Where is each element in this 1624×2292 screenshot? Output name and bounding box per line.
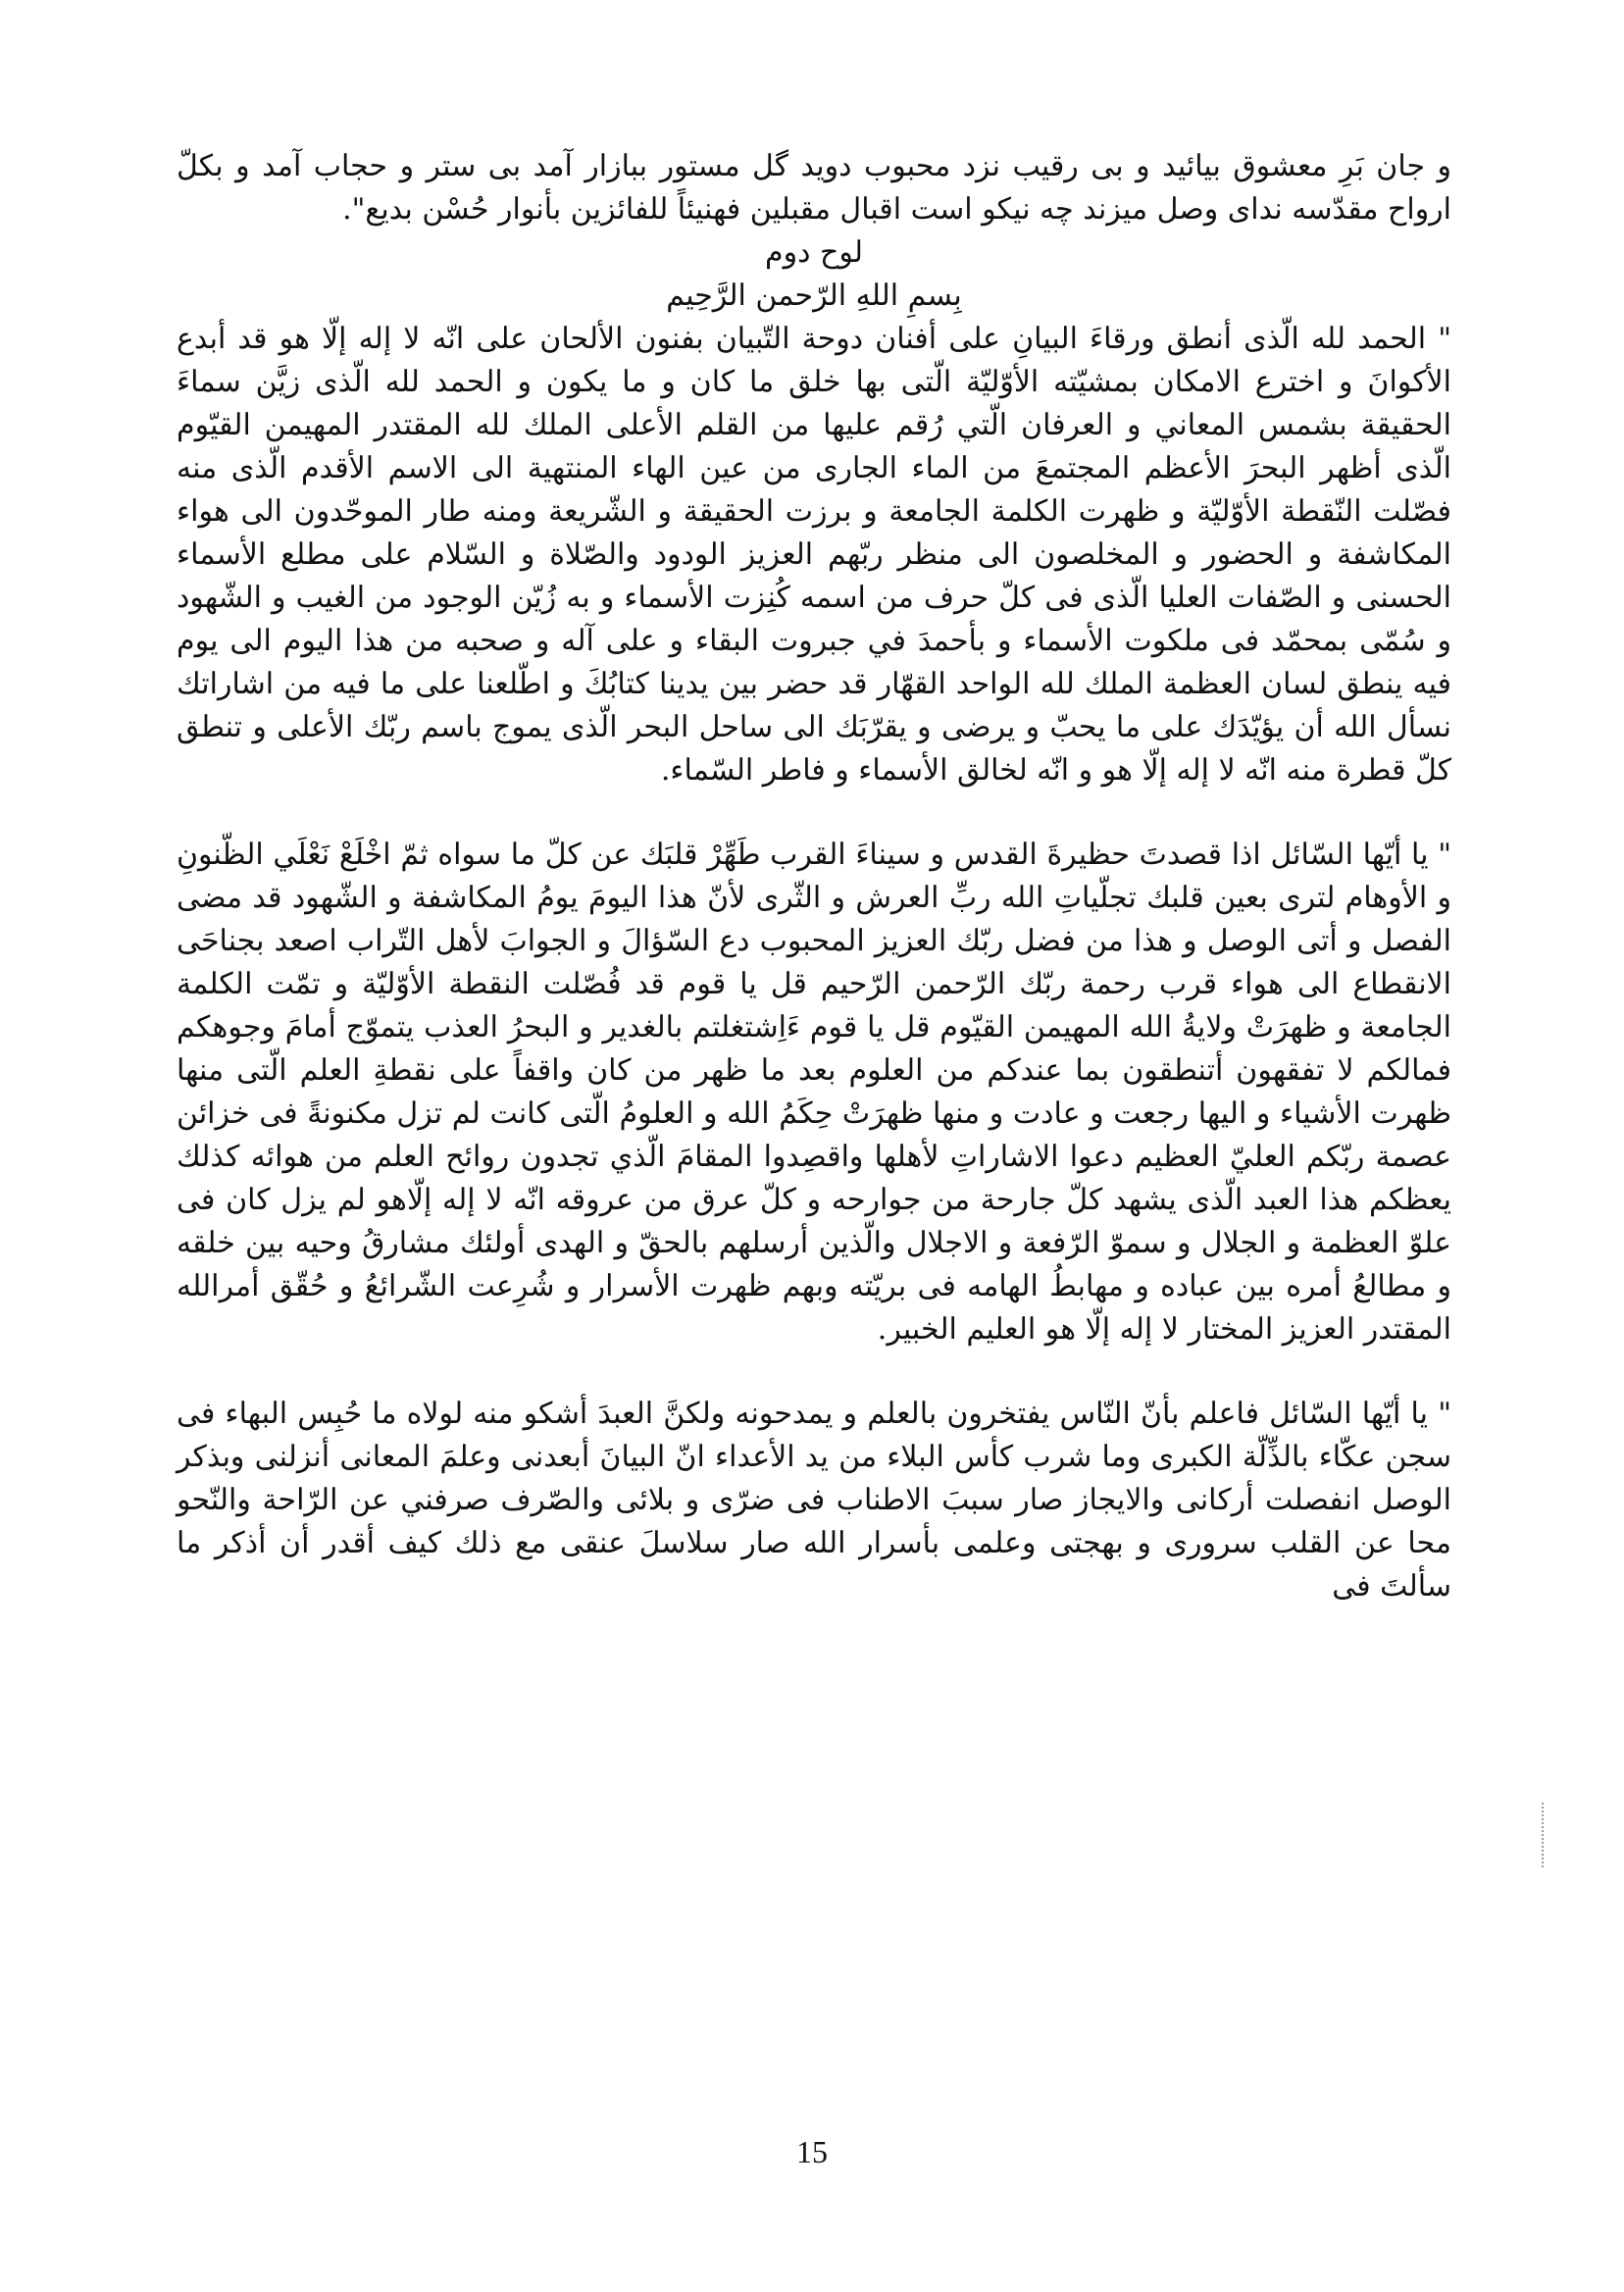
page-body bbox=[177, 145, 1451, 1608]
page-number: 15 bbox=[796, 2134, 828, 2169]
intro-paragraph: و جان بَرِ معشوق بيائيد و بی رقيب نزد محبوب دويد گل مستور ببازار آمد بی ستر و حجاب آمد و بکلّ ارواح مقدّسه ندای وصل ميزند چه نيکو است اقبال مقبلين فهنيئاً للفائزين بأنوار حُسْن بديع". bbox=[177, 149, 1451, 227]
margin-scan-mark bbox=[1542, 1803, 1547, 1867]
paragraph-praise: " الحمد لله الّذی أنطق ورقاءَ البيانِ علی أفنان دوحة التّبيان بفنون الألحان علی انّه لا إله إلّا هو قد أبدع الأكوانَ و اخترع الامكان بمشيّته الأوّليّة الّتی بها خلق ما كان و ما يكون و الحمد لله الّذی زيَّن سماءَ الحقيقة بشمس المعاني و العرفان الّتي رُقم عليها من القلم الأعلی الملك لله المقتدر المهيمن القيّوم الّذی أظهر البحرَ الأعظم المجتمعَ من الماء الجاری من عين الهاء المنتهية الی الاسم الأقدم الّذی منه فصّلت النّقطة الأوّليّة و ظهرت الكلمة الجامعة و برزت الحقيقة و الشّريعة ومنه طار الموحّدون الی هواء المكاشفة و الحضور و المخلصون الی منظر ربّهم العزيز الودود والصّلاة و السّلام علی مطلع الأسماء الحسنی و الصّفات العليا الّذی فی كلّ حرف من اسمه كُنِزت الأسماء و به زُيّن الوجود من الغيب و الشّهود و سُمّی بمحمّد فی ملكوت الأسماء و بأحمدَ في جبروت البقاء و علی آله و صحبه من هذا اليوم الی يوم فيه ينطق لسان العظمة الملك لله الواحد القهّار قد حضر بين يدينا كتابُكَ و اطّلعنا علی ما فيه من اشاراتك نسأل الله أن يؤيّدَك علی ما يحبّ و يرضی و يقرّبَك الی ساحل البحر الّذی يموج باسم ربّك الأعلی و تنطق كلّ قطرة منه انّه لا إله إلّا هو و انّه لخالق الأسماء و فاطر السّماء. bbox=[177, 322, 1451, 788]
paragraph-questioner: " يا أيّها السّائل اذا قصدتَ حظيرةَ القدس و سيناءَ القرب طَهِّرْ قلبَك عن كلّ ما سواه ثمّ اخْلَعْ نَعْلَي الظّنونِ و الأوهام لترى بعين قلبك تجلّياتِ الله ربِّ العرش و الثّرى لأنّ هذا اليومَ يومُ المكاشفة و الشّهود قد مضی الفصل و أتی الوصل و هذا من فضل ربّك العزيز المحبوب دع السّؤالَ و الجوابَ لأهل التّراب اصعد بجناحَی الانقطاع الی هواء قرب رحمة ربّك الرّحمن الرّحيم قل يا قوم قد فُصّلت النقطة الأوّليّة و تمّت الكلمة الجامعة و ظهرَتْ ولايةُ الله المهيمن القيّوم قل يا قوم ءَاِشتغلتم بالغدير و البحرُ العذب يتموّج أمامَ وجوهكم فمالكم لا تفقهون أتنطقون بما عندكم من العلوم بعد ما ظهر من كان واقفاً علی نقطةِ العلم الّتی منها ظهرت الأشياء و اليها رجعت و عادت و منها ظهرَتْ حِكَمُ الله و العلومُ الّتی كانت لم تزل مكنونةً فی خزائن عصمة ربّكم العليّ العظيم دعوا الاشاراتِ لأهلها واقصِدوا المقامَ الّذي تجدون روائح العلم من هوائه كذلك يعظكم هذا العبد الّذی يشهد كلّ جارحة من جوارحه و كلّ عرق من عروقه انّه لا إله إلّاهو لم يزل كان فی علوّ العظمة و الجلال و سموّ الرّفعة و الاجلال والّذين أرسلهم بالحقّ و الهدی أولئك مشارقُ وحيه بين خلقه و مطالعُ أمره بين عباده و مهابطُ الهامه فی بريّته وبهم ظهرت الأسرار و شُرِعت الشّرائعُ و حُقّق أمرالله المقتدر العزيز المختار لا إله إلّا هو العليم الخبير. bbox=[177, 838, 1452, 1347]
tablet-title: لوح دوم bbox=[765, 235, 863, 270]
paragraph-knowledge: " يا أيّها السّائل فاعلم بأنّ النّاس يفتخرون بالعلم و يمدحونه ولكنَّ العبدَ أشكو منه لولاه ما حُبِس البهاء فی سجن عكّاء بالذِّلّة الكبری وما شرب كأس البلاء من يد الأعداء انّ البيانَ أبعدنی وعلمَ المعانی أنزلنی وبذكر الوصل انفصلت أركانی والايجاز صار سببَ الاطناب فی ضرّی و بلائی والصّرف صرفني عن الرّاحة والنّحو محا عن القلب سروری و بهجتی وعلمی بأسرار الله صار سلاسلَ عنقی مع ذلك كيف أقدر أن أذكر ما سألتَ فی bbox=[177, 1397, 1451, 1604]
basmala: بِسمِ اللهِ الرّحمن الرَّحِيم bbox=[666, 279, 962, 313]
